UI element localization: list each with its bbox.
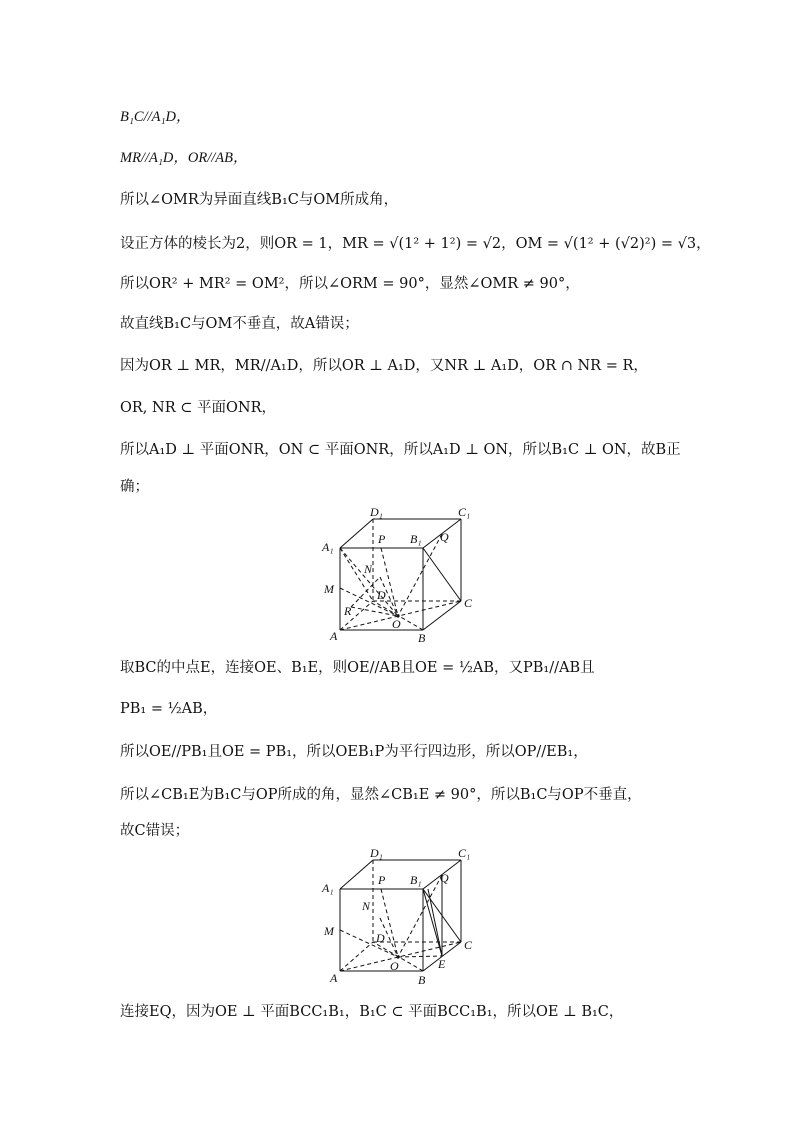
text-line-16 bbox=[120, 1003, 623, 1021]
line-6-content: 故直线B₁C与OM不垂直，故A错误； bbox=[120, 316, 359, 332]
line-9-content: 所以A₁D ⊥ 平面ONR，ON ⊂ 平面ONR，所以A₁D ⊥ ON，所以B₁C ⊥ ON，故B正 bbox=[120, 442, 681, 458]
text-line-13 bbox=[120, 743, 588, 761]
label-Q: Q bbox=[440, 530, 449, 544]
label-C: C bbox=[464, 938, 473, 952]
text-line-14 bbox=[120, 786, 642, 804]
text-line-9 bbox=[120, 441, 681, 459]
line-1-content: B₁C//A₁D， bbox=[120, 109, 191, 125]
line-2-content: MR//A₁D，OR//AB， bbox=[120, 150, 248, 166]
label-N: N bbox=[364, 562, 373, 576]
line-7-content: 因为OR ⊥ MR，MR//A₁D，所以OR ⊥ A₁D，又NR ⊥ A₁D，OR ∩ NR = R， bbox=[120, 358, 648, 374]
label-A1: A₁ bbox=[322, 881, 334, 895]
line-5-content: 所以OR² + MR² = OM²，所以∠ORM = 90°，显然∠OMR ≠ 90°， bbox=[120, 276, 580, 292]
label-D: D bbox=[376, 931, 385, 945]
text-line-5 bbox=[120, 275, 580, 293]
text-line-6 bbox=[120, 315, 359, 333]
label-P: P bbox=[378, 873, 386, 887]
label-D: D bbox=[377, 588, 386, 602]
line-8-content: OR, NR ⊂ 平面ONR， bbox=[120, 400, 276, 416]
text-line-10 bbox=[120, 478, 149, 496]
label-B: B bbox=[418, 973, 426, 987]
label-O: O bbox=[390, 959, 399, 973]
text-line-12 bbox=[120, 700, 217, 718]
text-line-11 bbox=[120, 659, 595, 677]
label-A: A bbox=[330, 629, 338, 643]
label-R: R bbox=[344, 604, 352, 618]
line-14-content: 所以∠CB₁E为B₁C与OP所成的角，显然∠CB₁E ≠ 90°，所以B₁C与OP不垂直， bbox=[120, 787, 642, 803]
label-B1: B₁ bbox=[410, 532, 422, 546]
label-E: E bbox=[438, 957, 446, 971]
label-D1: D₁ bbox=[370, 848, 383, 860]
text-line-2 bbox=[120, 149, 247, 167]
label-C: C bbox=[464, 596, 473, 610]
label-Q: Q bbox=[440, 871, 449, 885]
label-B1: B₁ bbox=[410, 873, 422, 887]
line-16-content: 连接EQ，因为OE ⊥ 平面BCC₁B₁，B₁C ⊂ 平面BCC₁B₁，所以OE ⊥ B₁C， bbox=[120, 1004, 624, 1020]
line-15-content: 故C错误； bbox=[120, 823, 190, 839]
label-M: M bbox=[324, 924, 334, 938]
label-C1: C₁ bbox=[458, 848, 471, 860]
text-line-3 bbox=[120, 191, 398, 209]
line-12-content: PB₁ = ½AB， bbox=[120, 701, 218, 717]
label-C1: C₁ bbox=[458, 505, 471, 519]
text-line-15 bbox=[120, 822, 189, 840]
line-13-content: 所以OE//PB₁且OE = PB₁，所以OEB₁P为平行四边形，所以OP//EB₁， bbox=[120, 744, 588, 760]
line-11-content: 取BC的中点E，连接OE、B₁E，则OE//AB且OE = ½AB，又PB₁//AB且 bbox=[120, 660, 595, 676]
label-N: N bbox=[362, 899, 371, 913]
label-A1: A₁ bbox=[322, 540, 334, 554]
label-B: B bbox=[418, 631, 426, 643]
cube-figure-1 bbox=[318, 503, 478, 643]
line-3-content: 所以∠OMR为异面直线B₁C与OM所成角， bbox=[120, 192, 399, 208]
label-M: M bbox=[324, 582, 334, 596]
label-D1: D₁ bbox=[370, 505, 383, 519]
line-10-content: 确； bbox=[120, 479, 149, 495]
line-4-content: 设正方体的棱长为2，则OR = 1，MR = √(1² + 1²) = √2，OM = √(1² + (√2)²) = √3， bbox=[120, 236, 711, 252]
text-line-1 bbox=[120, 108, 191, 126]
label-O: O bbox=[392, 617, 401, 631]
text-line-8 bbox=[120, 399, 276, 417]
cube-figure-2 bbox=[318, 848, 478, 988]
text-line-7 bbox=[120, 357, 648, 375]
text-line-4 bbox=[120, 235, 711, 253]
label-A: A bbox=[330, 971, 338, 985]
label-P: P bbox=[378, 532, 386, 546]
